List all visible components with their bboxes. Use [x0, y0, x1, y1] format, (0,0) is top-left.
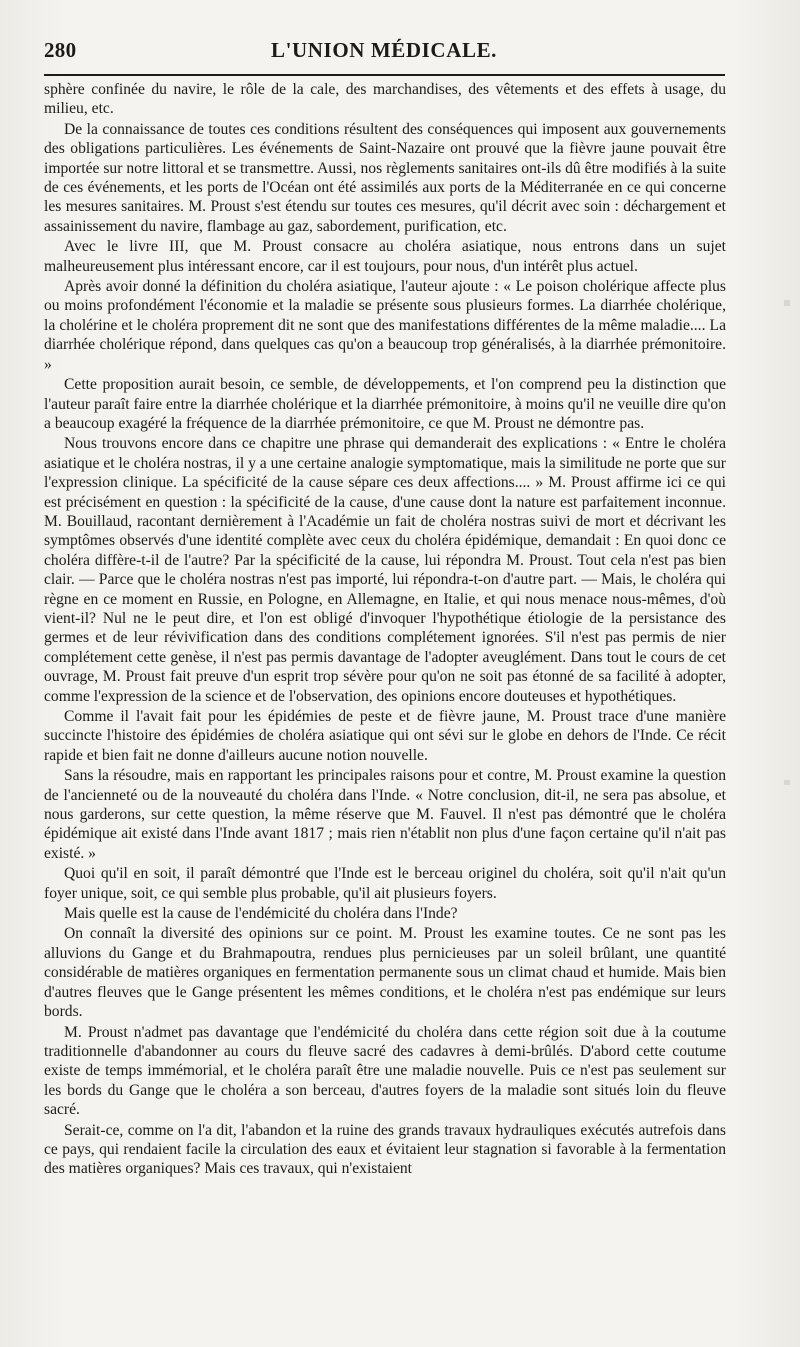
paragraph: Cette proposition aurait besoin, ce semble, de développements, et l'on comprend peu la distinction que l'auteur paraît faire entre la diarrhée cholérique et la diarrhée prémonitoire, à moins qu'il ne veuille dire qu'on a beaucoup exagéré la fréquence de la diarrhée prémonitoire, ce que M. Proust ne démontre pas.	[44, 376, 726, 432]
paragraph: M. Proust n'admet pas davantage que l'endémicité du choléra dans cette région soit due à la coutume traditionnelle d'abandonner au cours du fleuve sacré des cadavres à demi-brûlés. D'abord cette coutume existe de temps immémorial, et le choléra paraît être une maladie nouvelle. Puis ce n'est pas seulement sur les bords du Gange que le choléra a son berceau, d'autres foyers de la maladie sont situés loin du fleuve sacré.	[44, 1023, 726, 1119]
paragraph: Quoi qu'il en soit, il paraît démontré que l'Inde est le berceau originel du choléra, soit qu'il n'ait qu'un foyer unique, soit, ce qui semble plus probable, qu'il ait plusieurs foyers.	[44, 865, 726, 902]
paragraph: On connaît la diversité des opinions sur ce point. M. Proust les examine toutes. Ce ne sont pas les alluvions du Gange et du Brahmapoutra, rendues plus pernicieuses par un soleil brûlant, une quantité considérable de matières organiques en fermentation permanente sous un climat chaud et humide. Mais bien d'autres fleuves que le Gange présentent les mêmes conditions, et le choléra n'est pas endémique sur leurs bords.	[44, 925, 726, 1021]
paragraph: sphère confinée du navire, le rôle de la cale, des marchandises, des vêtements et des effets à usage, du milieu, etc.	[44, 81, 726, 118]
paragraph: Serait-ce, comme on l'a dit, l'abandon et la ruine des grands travaux hydrauliques exécutés autrefois dans ce pays, qui rendaient facile la circulation des eaux et évitaient leur stagnation si favorable à la fermentation des matières organiques? Mais ces travaux, qui n'existaient	[44, 1121, 726, 1178]
paragraph: De la connaissance de toutes ces conditions résultent des conséquences qui imposent aux gouvernements des obligations particulières. Les événements de Saint-Nazaire ont prouvé que la fièvre jaune pouvait être importée sur notre littoral et se transmettre. Aussi, nos règlements sanitaires ont-ils dû être modifiés à la suite de ces événements, et les ports de l'Océan ont été assimilés aux ports de la Méditerranée en ce qui concerne les mesures sanitaires. M. Proust s'est étendu sur toutes ces mesures, qu'il décrit avec soin : déchargement et assainissement du navire, flambage au gaz, sabordement, purification, etc.	[44, 120, 726, 235]
article-body	[44, 80, 726, 1179]
header-rule	[44, 74, 725, 76]
running-title: L'UNION MÉDICALE.	[270, 38, 498, 62]
paragraph: Sans la résoudre, mais en rapportant les principales raisons pour et contre, M. Proust examine la question de l'ancienneté ou de la nouveauté du choléra dans l'Inde. « Notre conclusion, dit-il, ne sera pas absolue, et nous garderons, sur cette question, la même réserve que M. Fauvel. Il n'est pas démontré que le choléra épidémique ait existé dans l'Inde avant 1817 ; mais rien n'établit non plus d'une façon certaine qu'il n'ait pas existé. »	[44, 767, 726, 862]
paragraph: Comme il l'avait fait pour les épidémies de peste et de fièvre jaune, M. Proust trace d'une manière succincte l'histoire des épidémies de choléra asiatique qui ont sévi sur le globe en dehors de l'Inde. Ce récit rapide et bien fait ne donne d'ailleurs aucune notion nouvelle.	[44, 708, 726, 764]
margin-speck	[784, 300, 790, 306]
page-header	[44, 38, 724, 68]
margin-speck	[784, 780, 790, 785]
paragraph: Nous trouvons encore dans ce chapitre une phrase qui demanderait des explications : « Entre le choléra asiatique et le choléra nostras, il y a une certaine analogie symptomatique, mais la similitude ne porte que sur l'expression clinique. La spécificité de la cause sépare ces deux affections.... » M. Proust affirme ici ce qui est précisément en question : la spécificité de la cause, d'une cause dont la nature est parfaitement inconnue. M. Bouillaud, racontant dernièrement à l'Académie un fait de choléra nostras suivi de mort et décrivant les symptômes observés d'une identité complète avec ceux du choléra épidémique, demandait : En quoi donc ce choléra diffère-t-il de l'autre? Par la spécificité de la cause, lui répondra M. Proust. Tout cela n'est pas bien clair. — Parce que le choléra nostras n'est pas importé, lui répondra-t-on d'autre part. — Mais, le choléra qui règne en ce moment en Russie, en Pologne, en Allemagne, en Italie, et qui nous menace nous-mêmes, d'où vient-il? Nul ne le peut dire, et l'on est obligé d'invoquer l'hypothétique étiologie de la persistance des germes et de leur révivification dans des conditions complétement ignorées. S'il n'est pas permis de nier complétement cette genèse, il n'est pas permis davantage de l'adopter aveuglément. Dans tout le cours de cet ouvrage, M. Proust fait preuve d'un esprit trop sévère pour qu'on ne soit pas étonné de sa facilité à adopter, comme l'expression de la science et de l'observation, des opinions encore douteuses et hypothétiques.	[44, 435, 726, 705]
paragraph: Après avoir donné la définition du choléra asiatique, l'auteur ajoute : « Le poison cholérique affecte plus ou moins profondément l'économie et la maladie se présente sous plusieurs formes. La diarrhée cholérique, la cholérine et le choléra proprement dit ne sont que des manifestations différentes de la même maladie.... La diarrhée cholérique répond, dans quelques cas qu'on a beaucoup trop généralisés, à la diarrhée prémonitoire. »	[44, 278, 726, 373]
paragraph: Avec le livre III, que M. Proust consacre au choléra asiatique, nous entrons dans un sujet malheureusement plus intéressant encore, car il est toujours, pour nous, d'un intérêt plus actuel.	[44, 238, 726, 275]
paragraph: Mais quelle est la cause de l'endémicité du choléra dans l'Inde?	[64, 905, 458, 923]
page-number: 280	[44, 38, 77, 62]
